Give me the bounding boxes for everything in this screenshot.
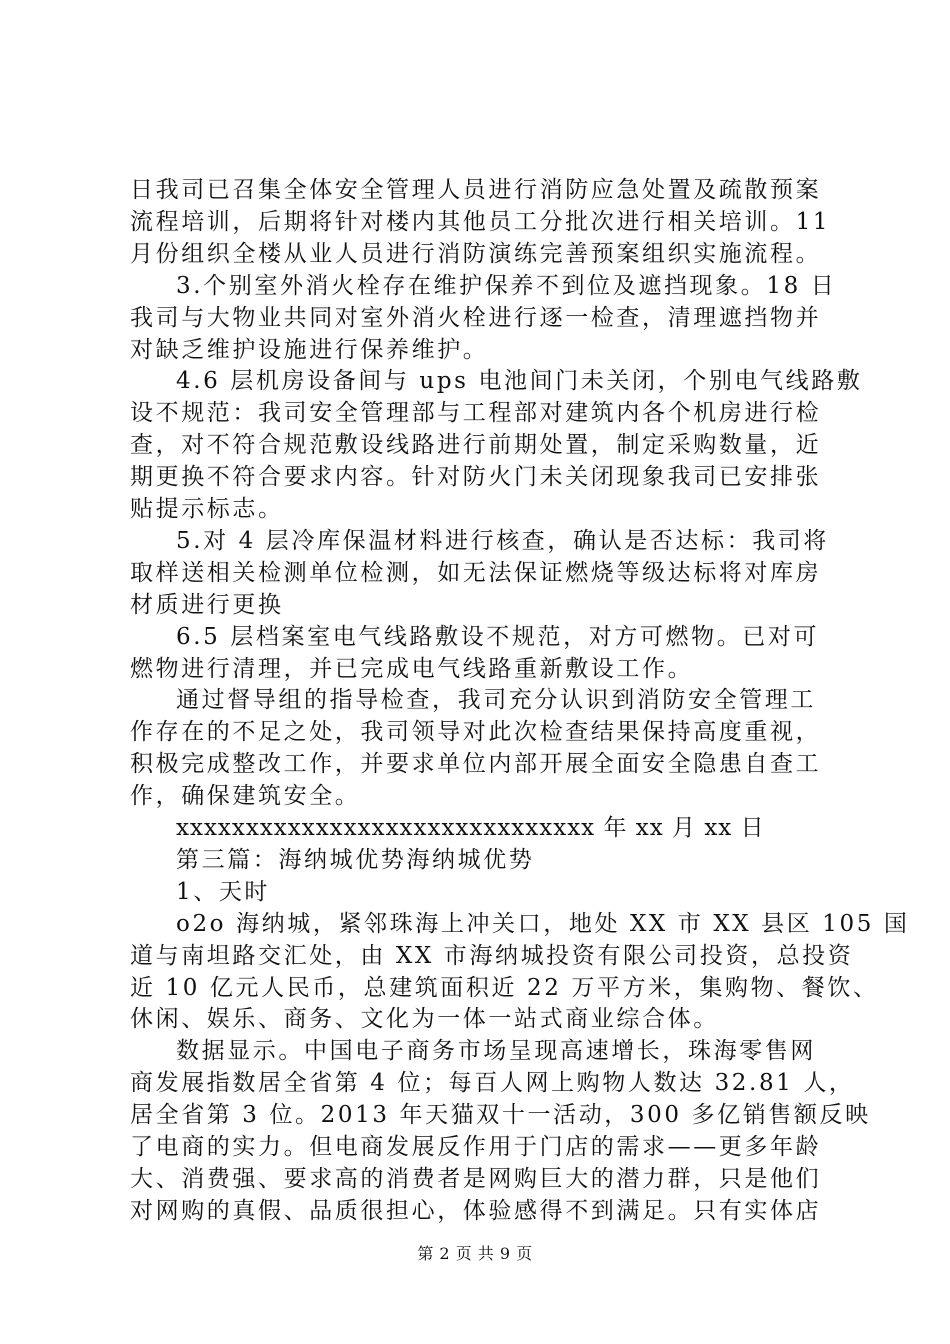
text-line: 商发展指数居全省第 4 位；每百人网上购物人数达 32.81 人，: [130, 1070, 855, 1097]
text-line: 流程培训，后期将针对楼内其他员工分批次进行相关培训。11: [130, 208, 831, 235]
text-line: 取样送相关检测单位检测，如无法保证燃烧等级达标将对库房: [130, 559, 822, 586]
text-line: 5.对 4 层冷库保温材料进行核查，确认是否达标：我司将: [176, 527, 829, 554]
text-line: o2o 海纳城，紧邻珠海上冲关口，地处 XX 市 XX 县区 105 国: [176, 910, 910, 937]
text-line: 作存在的不足之处，我司领导对此次检查结果保持高度重视，: [130, 719, 822, 746]
text-line: 查，对不符合规范敷设线路进行前期处置，制定采购数量，近: [130, 432, 822, 459]
text-line: 3.个别室外消火栓存在维护保养不到位及遮挡现象。18 日: [176, 272, 837, 299]
text-line: 6.5 层档案室电气线路敷设不规范，对方可燃物。已对可: [176, 623, 820, 650]
text-line: 近 10 亿元人民币，总建筑面积近 22 万平方米，集购物、餐饮、: [130, 974, 879, 1001]
text-line: 燃物进行清理，并已完成电气线路重新敷设工作。: [130, 655, 694, 682]
text-line: 期更换不符合要求内容。针对防火门未关闭现象我司已安排张: [130, 464, 822, 491]
text-line: 了电商的实力。但电商发展反作用于门店的需求——更多年龄: [130, 1134, 822, 1160]
text-line: 数据显示。中国电子商务市场呈现高速增长，珠海零售网: [176, 1038, 816, 1065]
text-line: 月份组织全楼从业人员进行消防演练完善预案组织实施流程。: [130, 240, 822, 267]
signature-date-line: xxxxxxxxxxxxxxxxxxxxxxxxxxxxxx 年 xx 月 xx 日: [176, 815, 765, 841]
text-line: 积极完成整改工作，并要求单位内部开展全面安全隐患自查工: [130, 751, 822, 778]
text-line: 休闲、娱乐、商务、文化为一体一站式商业综合体。: [130, 1006, 719, 1033]
text-line: 大、消费强、要求高的消费者是网购巨大的潜力群，只是他们: [130, 1165, 822, 1192]
text-line: 材质进行更换: [130, 591, 284, 618]
text-line: 作，确保建筑安全。: [130, 783, 361, 810]
page-number-footer: 第 2 页 共 9 页: [417, 1244, 533, 1263]
text-line: 我司与大物业共同对室外消火栓进行逐一检查，清理遮挡物并: [130, 304, 822, 331]
text-line: 贴提示标志。: [130, 496, 284, 522]
text-line: 居全省第 3 位。2013 年天猫双十一活动，300 多亿销售额反映: [130, 1102, 871, 1129]
subsection-heading: 1、天时: [176, 878, 271, 905]
text-line: 对缺乏维护设施进行保养维护。: [130, 336, 489, 363]
text-line: 道与南坦路交汇处，由 XX 市海纳城投资有限公司投资，总投资: [130, 942, 854, 969]
text-line: 设不规范：我司安全管理部与工程部对建筑内各个机房进行检: [130, 400, 822, 427]
section-heading: 第三篇：海纳城优势海纳城优势: [176, 846, 535, 873]
text-line: 通过督导组的指导检查，我司充分认识到消防安全管理工: [176, 687, 816, 714]
text-line: 对网购的真假、品质很担心，体验感得不到满足。只有实体店: [130, 1197, 822, 1224]
text-line: 日我司已召集全体安全管理人员进行消防应急处置及疏散预案: [130, 177, 822, 203]
text-line: 4.6 层机房设备间与 ups 电池间门未关闭，个别电气线路敷: [176, 368, 863, 395]
